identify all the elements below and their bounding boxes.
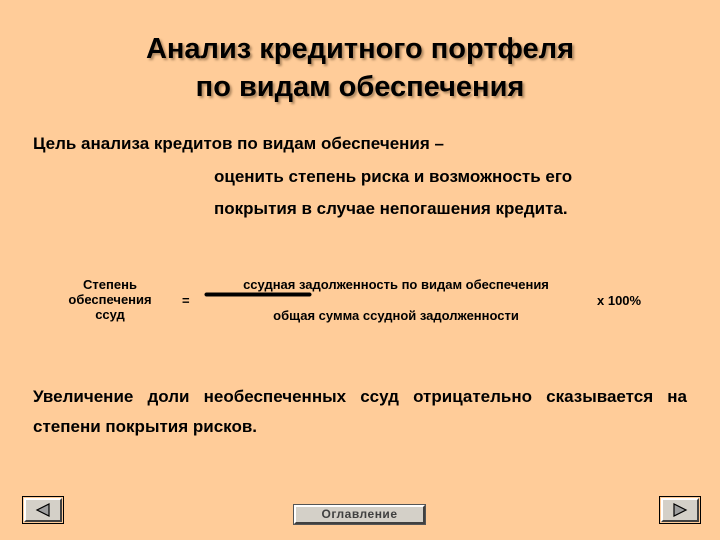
next-slide-button[interactable] <box>661 498 699 522</box>
goal-line-1: Цель анализа кредитов по видам обеспечения – <box>33 134 444 153</box>
goal-line-3: покрытия в случае непогашения кредита. <box>214 199 568 218</box>
title-line-2: по видам обеспечения <box>195 71 525 103</box>
formula-denominator: общая сумма ссудной задолженности <box>273 308 519 323</box>
formula-equals: = <box>182 293 190 308</box>
toc-button[interactable]: Оглавление <box>294 505 425 524</box>
slide-title <box>0 30 720 106</box>
formula-numerator: ссудная задолженность по видам обеспечения <box>243 277 549 292</box>
formula-lhs-line-2: обеспечения <box>68 292 152 307</box>
conclusion-text: Увеличение доли необеспеченных ссуд отрицательно сказывается на степени покрытия рисков. <box>33 387 687 436</box>
goal-line-2: оценить степень риска и возможность его <box>214 167 573 186</box>
triangle-right-icon <box>670 502 690 518</box>
formula-lhs-line-1: Степень <box>83 277 137 292</box>
triangle-left-icon <box>33 502 53 518</box>
formula-lhs <box>50 277 170 322</box>
formula-lhs-line-3: ссуд <box>95 307 125 322</box>
formula-fraction-line: •••••••••••••••••••••••••••••••••••••••••••••••••••••••••••••••••••••••••••••••••••••••••••••••••••••••• <box>204 288 309 300</box>
title-line-1: Анализ кредитного портфеля <box>145 33 575 65</box>
formula-multiplier: х 100% <box>597 293 642 308</box>
prev-slide-button[interactable] <box>24 498 62 522</box>
